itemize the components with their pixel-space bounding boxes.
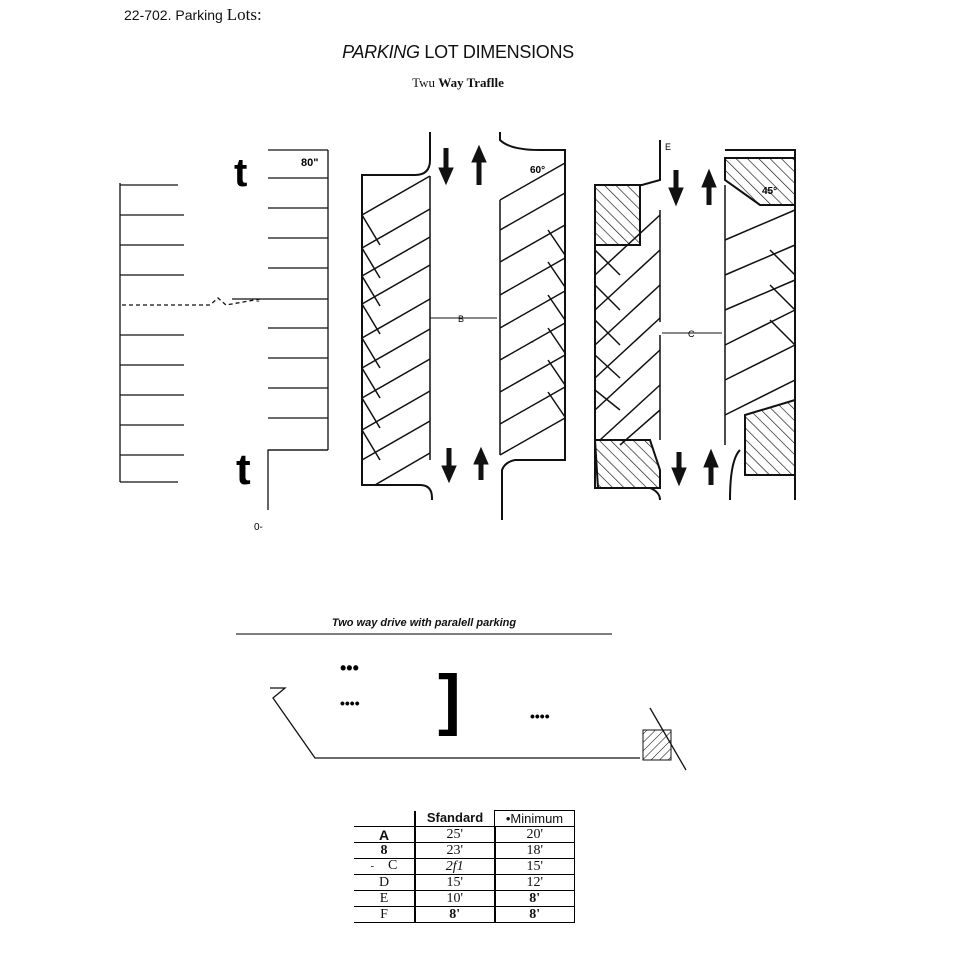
standard-value: 8' xyxy=(415,907,495,923)
minimum-value: 15' xyxy=(495,859,575,875)
hatched-corner-top-right xyxy=(725,158,795,205)
traffic-arrows-45 xyxy=(669,170,718,485)
parallel-parking-title: Two way drive with paralell parking xyxy=(331,617,517,629)
bracket-symbol: ] xyxy=(438,661,461,737)
table-row xyxy=(354,827,575,843)
table-row xyxy=(354,843,575,859)
angle-label-60: 60° xyxy=(530,165,546,176)
standard-value: 2f1 xyxy=(415,859,495,875)
minimum-value: 8' xyxy=(495,907,575,923)
title-rest: LOT DIMENSIONS xyxy=(424,42,574,62)
section-label-small: Parking xyxy=(175,7,223,23)
bottom-label-90: 0- xyxy=(254,522,263,533)
diagram-60-degree xyxy=(362,132,565,520)
standard-value: 15' xyxy=(415,875,495,891)
hatched-corner xyxy=(643,730,671,760)
table-row xyxy=(354,859,575,875)
right-stall-lines xyxy=(268,178,328,418)
section-label-big: Lots: xyxy=(226,5,262,24)
dots-row-2: •••• xyxy=(340,695,360,711)
table-row xyxy=(354,891,575,907)
right-stall-lines-60 xyxy=(500,163,565,455)
row-c-prefix: - xyxy=(370,861,374,872)
row-label: C xyxy=(388,858,398,873)
row-label: F xyxy=(354,907,415,923)
right-bottom-corner xyxy=(268,450,328,510)
angle-label-45: 45° xyxy=(762,186,778,197)
hatched-corner-top-left xyxy=(595,185,640,245)
table-header-blank xyxy=(354,811,415,827)
arrow-glyph-bottom: t xyxy=(236,445,251,494)
dim-label-b: B xyxy=(458,314,465,324)
table-row xyxy=(354,907,575,923)
subtitle-bold: Way Traflle xyxy=(438,75,504,90)
title-italic: PARKING xyxy=(342,42,420,62)
standard-value: 25' xyxy=(415,827,495,843)
minimum-value: 18' xyxy=(495,843,575,859)
standard-value: 23' xyxy=(415,843,495,859)
subtitle-small: Twu xyxy=(412,75,436,90)
minimum-value: 20' xyxy=(495,827,575,843)
standard-value: 10' xyxy=(415,891,495,907)
row-label: A xyxy=(354,827,415,843)
row-label: E xyxy=(354,891,415,907)
row-label: 8 xyxy=(354,843,415,859)
left-stall-lines-60 xyxy=(362,176,430,485)
edge-label-e: E xyxy=(665,142,672,152)
dimensions-table xyxy=(354,810,575,923)
row-label-c xyxy=(354,859,415,875)
right-curb-outline xyxy=(500,132,565,520)
dots-row-3: •••• xyxy=(530,708,550,724)
diagram-90-degree xyxy=(120,150,328,510)
parallel-parking-diagram xyxy=(0,630,964,780)
table-row xyxy=(354,875,575,891)
dim-label-c: C xyxy=(688,329,695,339)
hatched-corner-bottom-left xyxy=(595,440,660,488)
minimum-value: 8' xyxy=(495,891,575,907)
header-minimum: •Minimum xyxy=(495,811,575,827)
row-label: D xyxy=(354,875,415,891)
center-dash-90: - xyxy=(256,295,260,307)
hatched-corner-bottom-right xyxy=(745,400,795,475)
header-standard: Sfandard xyxy=(415,811,495,827)
angle-label-90: 80" xyxy=(301,157,319,169)
left-stall-lines xyxy=(120,185,184,455)
minimum-value: 12' xyxy=(495,875,575,891)
left-curb-outline xyxy=(362,132,432,500)
table-header-row xyxy=(354,811,575,827)
dots-row-1: ••• xyxy=(340,658,359,678)
section-number: 22-702. xyxy=(124,7,172,23)
arrow-glyph-top: t xyxy=(234,151,248,195)
stray-mark-60: - xyxy=(530,336,534,348)
